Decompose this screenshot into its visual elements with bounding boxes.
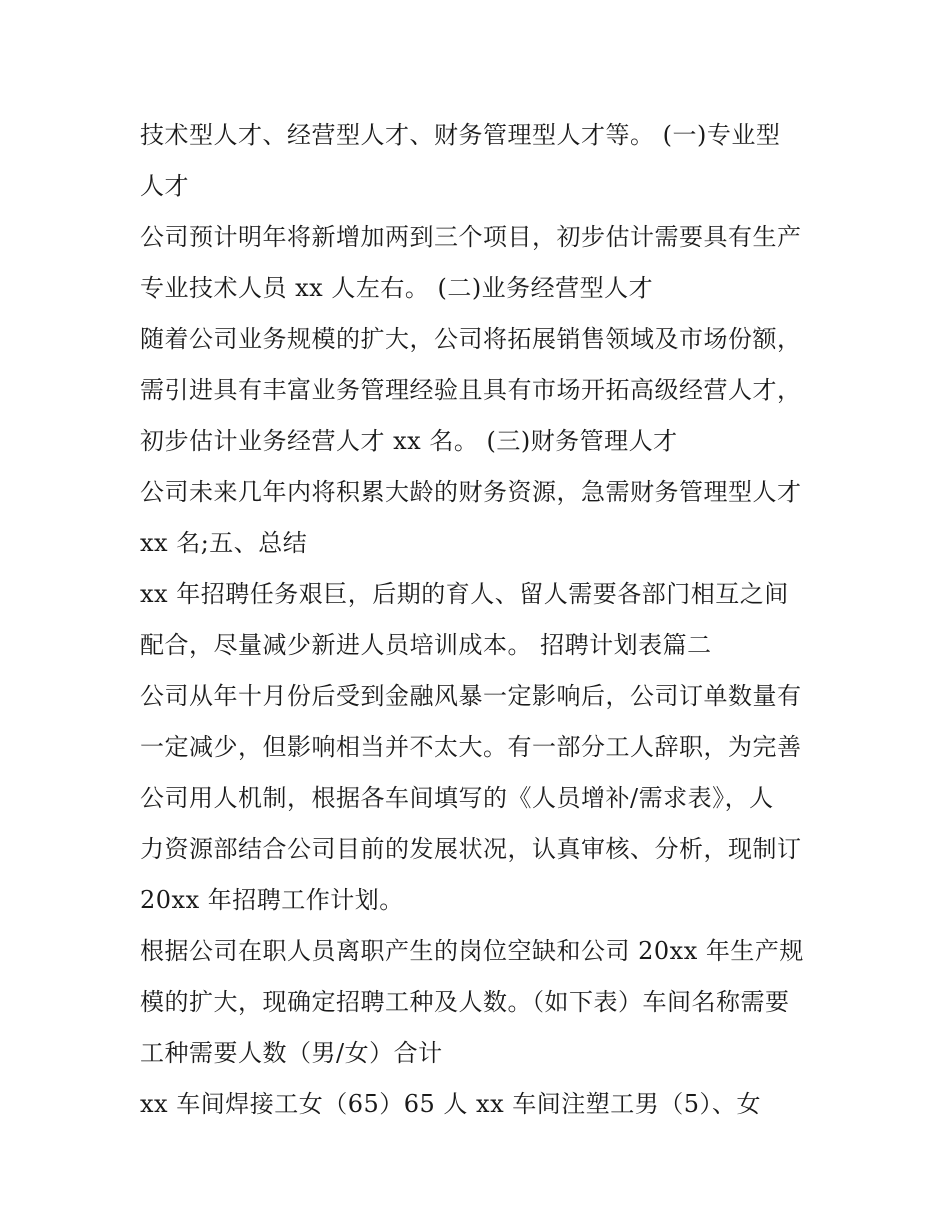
text-line: 技术型人才、经营型人才、财务管理型人才等。 (一)专业型 [140, 121, 781, 149]
text-line: 模的扩大，现确定招聘工种及人数。（如下表）车间名称需要 [140, 988, 790, 1016]
text-line: xx 车间焊接工女（65）65 人 xx 车间注塑工男（5）、女 [140, 1090, 762, 1118]
text-line: 力资源部结合公司目前的发展状况，认真审核、分析，现制订 [140, 835, 802, 863]
text-line: 公司用人机制，根据各车间填写的《人员增补/需求表》，人 [140, 784, 774, 812]
text-line: 一定减少，但影响相当并不太大。有一部分工人辞职，为完善 [140, 733, 802, 761]
text-line: 需引进具有丰富业务管理经验且具有市场开拓高级经营人才， [140, 376, 802, 404]
text-line: 公司未来几年内将积累大龄的财务资源，急需财务管理型人才 [140, 478, 802, 506]
text-line: xx 年招聘任务艰巨，后期的育人、留人需要各部门相互之间 [140, 580, 789, 608]
text-line: xx 名;五、总结 [140, 529, 308, 557]
text-line: 配合，尽量减少新进人员培训成本。 招聘计划表篇二 [140, 631, 712, 659]
text-line: 初步估计业务经营人才 xx 名。 (三)财务管理人才 [140, 427, 678, 455]
text-line: 公司从年十月份后受到金融风暴一定影响后，公司订单数量有 [140, 682, 802, 710]
text-line: 根据公司在职人员离职产生的岗位空缺和公司 20xx 年生产规 [140, 937, 804, 965]
text-line: 公司预计明年将新增加两到三个项目，初步估计需要具有生产 [140, 223, 802, 251]
text-line: 工种需要人数（男/女）合计 [140, 1039, 443, 1067]
document-body [140, 110, 820, 1130]
text-line: 人才 [140, 172, 189, 200]
text-line: 20xx 年招聘工作计划。 [140, 886, 404, 914]
text-line: 随着公司业务规模的扩大，公司将拓展销售领域及市场份额， [140, 325, 802, 353]
text-line: 专业技术人员 xx 人左右。 (二)业务经营型人才 [140, 274, 654, 302]
